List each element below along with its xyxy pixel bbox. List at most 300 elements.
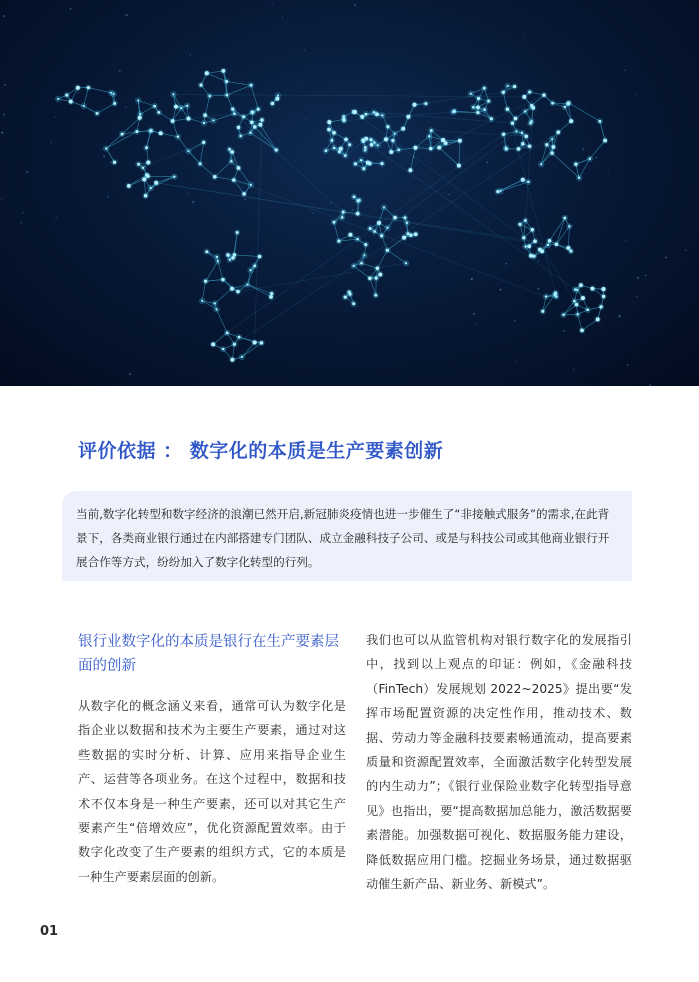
network-node bbox=[393, 216, 397, 220]
network-node bbox=[260, 118, 263, 121]
network-node bbox=[521, 142, 524, 145]
network-node bbox=[249, 269, 251, 271]
network-link bbox=[88, 88, 111, 93]
network-node bbox=[506, 107, 510, 111]
network-node bbox=[221, 278, 224, 281]
network-node bbox=[386, 125, 389, 128]
network-link bbox=[234, 132, 558, 344]
network-node bbox=[105, 147, 107, 149]
network-node bbox=[596, 317, 600, 321]
network-node bbox=[258, 123, 262, 127]
network-link bbox=[255, 127, 276, 150]
network-node bbox=[533, 239, 537, 243]
star-dot bbox=[505, 263, 507, 265]
network-node bbox=[275, 97, 279, 101]
network-node bbox=[199, 84, 202, 87]
network-node bbox=[257, 108, 260, 111]
network-node bbox=[551, 138, 553, 140]
star-dot bbox=[537, 260, 539, 262]
star-dot bbox=[77, 92, 79, 94]
hero-world-network-image bbox=[0, 0, 699, 386]
network-node bbox=[599, 305, 602, 308]
intro-callout-text: 当前,数字化转型和数字经济的浪潮已然开启,新冠肺炎疫情也进一步催生了“非接触式服务”的需求,在此背景下，各类商业银行通过在内部搭建专门团队、成立金融科技子公司、或是与科技公司或其他商业银行开展合作等方式，纷纷加入了数字化转型的行列。 bbox=[76, 507, 610, 569]
network-node bbox=[205, 250, 208, 253]
star-dot bbox=[352, 209, 353, 210]
network-node bbox=[360, 262, 363, 265]
network-node bbox=[253, 125, 257, 129]
network-node bbox=[236, 290, 240, 294]
right-column-paragraph: 我们也可以从监管机构对银行数字化的发展指引中，找到以上观点的印证：例如，《金融科技（FinTech）发展规划 2022~2025》提出要“发挥市场配置资源的决定性作用，推动技术、数据、劳动力等金融科技要素畅通流动，提高要素质量和资源配置效率，全面激活数字化转型发展的内生动力”；《银行业保险业数字化转型指导意见》也指出，要“提高数据加总能力，激活数据要素潜能。加强数据可视化、数据服务能力建设，降低数据应用门槛。挖掘业务场景，通过数据驱动催生新产品、新业务、新模式”。 bbox=[366, 633, 632, 892]
network-node bbox=[208, 95, 211, 98]
network-node bbox=[405, 262, 407, 264]
network-node bbox=[412, 103, 416, 107]
star-dot bbox=[107, 196, 109, 198]
star-dot bbox=[657, 22, 658, 23]
network-node bbox=[230, 287, 234, 291]
network-node bbox=[242, 115, 245, 118]
network-node bbox=[172, 93, 174, 95]
star-dot bbox=[429, 162, 430, 163]
star-dot bbox=[261, 11, 262, 12]
network-node bbox=[83, 105, 85, 107]
network-node bbox=[363, 254, 365, 256]
network-node bbox=[135, 130, 138, 133]
network-node bbox=[361, 138, 364, 141]
network-node bbox=[352, 265, 354, 267]
network-link bbox=[260, 125, 276, 150]
network-node bbox=[524, 219, 527, 222]
network-link bbox=[568, 226, 569, 248]
network-node bbox=[325, 149, 328, 152]
network-node bbox=[515, 130, 517, 132]
network-link bbox=[388, 132, 517, 228]
world-network-map bbox=[0, 0, 699, 386]
network-node bbox=[341, 216, 344, 219]
network-link bbox=[439, 148, 459, 166]
network-node bbox=[364, 146, 367, 149]
network-node bbox=[216, 308, 218, 310]
network-node bbox=[401, 127, 405, 131]
network-node bbox=[275, 148, 278, 151]
network-node bbox=[578, 177, 580, 179]
network-node bbox=[353, 195, 356, 198]
network-node bbox=[457, 164, 461, 168]
network-node bbox=[556, 130, 560, 134]
network-node bbox=[226, 94, 229, 97]
star-dot bbox=[112, 343, 113, 344]
star-dot bbox=[685, 250, 686, 251]
network-node bbox=[513, 85, 516, 88]
star-dot bbox=[560, 316, 561, 317]
network-node bbox=[349, 293, 352, 296]
network-node bbox=[589, 157, 591, 159]
network-node bbox=[406, 115, 410, 119]
network-node bbox=[545, 143, 548, 146]
star-dot bbox=[119, 70, 121, 72]
network-node bbox=[531, 228, 535, 232]
star-dot bbox=[4, 84, 6, 86]
network-node bbox=[352, 302, 355, 305]
network-node bbox=[476, 111, 479, 114]
star-dot bbox=[303, 81, 304, 82]
network-link bbox=[143, 142, 204, 168]
network-node bbox=[258, 255, 262, 259]
network-node bbox=[249, 132, 251, 134]
network-node bbox=[96, 112, 99, 115]
network-node bbox=[113, 102, 116, 105]
network-node bbox=[554, 293, 557, 296]
star-dot bbox=[126, 14, 128, 16]
network-node bbox=[437, 146, 441, 150]
network-node bbox=[127, 184, 131, 188]
star-dot bbox=[287, 327, 288, 328]
network-node bbox=[429, 147, 432, 150]
star-dot bbox=[516, 361, 517, 362]
network-node bbox=[270, 292, 273, 295]
network-node bbox=[230, 150, 234, 154]
network-node bbox=[542, 93, 545, 96]
network-node bbox=[186, 105, 188, 107]
star-dot bbox=[108, 192, 109, 193]
network-node bbox=[337, 240, 340, 243]
network-node bbox=[236, 231, 239, 234]
network-node bbox=[563, 216, 566, 219]
network-node bbox=[187, 150, 189, 152]
network-node bbox=[199, 162, 202, 165]
network-node bbox=[365, 113, 368, 116]
network-node bbox=[397, 149, 400, 152]
network-node bbox=[530, 104, 533, 107]
network-node bbox=[332, 131, 336, 135]
network-node bbox=[344, 154, 347, 157]
network-node bbox=[502, 133, 505, 136]
network-node bbox=[154, 181, 158, 185]
network-node bbox=[230, 160, 233, 163]
network-node bbox=[150, 187, 152, 189]
network-link bbox=[410, 148, 415, 171]
star-dot bbox=[192, 201, 194, 203]
network-node bbox=[522, 95, 526, 99]
intro-callout-box bbox=[62, 491, 632, 581]
network-node bbox=[579, 283, 583, 287]
star-dot bbox=[22, 212, 24, 214]
network-link bbox=[590, 141, 605, 159]
network-node bbox=[230, 358, 234, 362]
network-node bbox=[386, 227, 388, 229]
network-node bbox=[339, 147, 343, 151]
star-dot bbox=[473, 313, 475, 315]
star-dot bbox=[252, 252, 253, 253]
star-dot bbox=[563, 330, 565, 332]
network-node bbox=[153, 105, 156, 108]
network-node bbox=[69, 100, 73, 104]
network-node bbox=[598, 120, 601, 123]
network-node bbox=[380, 234, 383, 237]
network-node bbox=[472, 106, 475, 109]
network-link bbox=[206, 261, 218, 281]
network-node bbox=[65, 94, 68, 97]
network-link bbox=[431, 131, 526, 137]
star-dot bbox=[70, 8, 72, 10]
network-node bbox=[514, 117, 518, 121]
network-node bbox=[569, 250, 572, 253]
network-link bbox=[556, 218, 564, 244]
star-dot bbox=[595, 157, 596, 158]
network-node bbox=[213, 120, 215, 122]
network-node bbox=[260, 341, 264, 345]
network-node bbox=[344, 295, 347, 298]
star-dot bbox=[627, 364, 628, 365]
network-node bbox=[408, 168, 412, 172]
network-link bbox=[255, 120, 262, 343]
network-node bbox=[441, 138, 445, 142]
star-dot bbox=[125, 106, 127, 108]
network-node bbox=[540, 163, 542, 165]
network-node bbox=[237, 126, 240, 129]
network-node bbox=[204, 280, 207, 283]
network-node bbox=[414, 232, 418, 236]
network-node bbox=[564, 106, 566, 108]
network-link bbox=[234, 180, 546, 297]
network-node bbox=[233, 343, 236, 346]
star-dot bbox=[1, 198, 2, 199]
star-dot bbox=[582, 148, 584, 150]
network-node bbox=[231, 107, 234, 110]
network-node bbox=[601, 287, 605, 291]
network-node bbox=[356, 212, 360, 216]
network-node bbox=[113, 161, 116, 164]
star-dot bbox=[608, 170, 609, 171]
network-link bbox=[227, 85, 251, 95]
network-node bbox=[551, 102, 554, 105]
network-node bbox=[381, 162, 384, 165]
network-node bbox=[369, 227, 372, 230]
network-node bbox=[586, 308, 589, 311]
network-node bbox=[568, 225, 570, 227]
star-dot bbox=[26, 171, 28, 173]
network-node bbox=[540, 249, 544, 253]
network-node bbox=[555, 243, 559, 247]
star-dot bbox=[360, 242, 361, 243]
star-dot bbox=[399, 244, 400, 245]
network-node bbox=[407, 232, 410, 235]
star-dot bbox=[40, 199, 41, 200]
star-dot bbox=[447, 193, 449, 195]
network-node bbox=[250, 120, 254, 124]
network-node bbox=[137, 163, 140, 166]
network-node bbox=[389, 150, 393, 154]
star-dot bbox=[20, 222, 22, 224]
network-node bbox=[121, 133, 124, 136]
network-node bbox=[233, 112, 236, 115]
network-link bbox=[532, 230, 574, 301]
star-dot bbox=[312, 212, 314, 214]
network-node bbox=[541, 310, 544, 313]
network-node bbox=[250, 184, 252, 186]
network-node bbox=[271, 102, 275, 106]
network-node bbox=[522, 236, 525, 239]
network-node bbox=[374, 294, 377, 297]
network-node bbox=[574, 163, 577, 166]
network-node bbox=[528, 90, 531, 93]
network-node bbox=[406, 222, 408, 224]
star-dot bbox=[282, 17, 283, 18]
network-node bbox=[496, 190, 499, 193]
network-node bbox=[507, 85, 509, 87]
star-dot bbox=[1, 131, 3, 133]
network-node bbox=[529, 122, 532, 125]
network-node bbox=[226, 331, 229, 334]
network-node bbox=[364, 243, 367, 246]
network-node bbox=[150, 129, 153, 132]
network-node bbox=[428, 135, 430, 137]
network-node bbox=[253, 340, 257, 344]
network-node bbox=[214, 302, 216, 304]
network-node bbox=[383, 206, 385, 208]
star-dot bbox=[625, 240, 626, 241]
network-node bbox=[57, 98, 59, 100]
network-node bbox=[222, 348, 224, 350]
star-dot bbox=[500, 289, 502, 291]
network-node bbox=[452, 111, 454, 113]
star-dot bbox=[354, 4, 356, 6]
star-dot bbox=[685, 78, 686, 79]
network-node bbox=[356, 199, 359, 202]
star-dot bbox=[645, 275, 647, 277]
network-node bbox=[238, 336, 241, 339]
network-link bbox=[234, 255, 259, 257]
star-dot bbox=[545, 324, 546, 325]
network-node bbox=[180, 107, 182, 109]
network-node bbox=[404, 216, 407, 219]
network-node bbox=[384, 137, 388, 141]
network-node bbox=[490, 117, 493, 120]
network-link bbox=[501, 182, 529, 191]
network-link bbox=[215, 161, 232, 177]
network-node bbox=[137, 99, 139, 101]
star-dot bbox=[244, 199, 245, 200]
network-node bbox=[386, 249, 389, 252]
network-node bbox=[231, 256, 235, 260]
network-node bbox=[327, 128, 331, 132]
network-node bbox=[402, 236, 406, 240]
star-dot bbox=[523, 33, 524, 34]
network-link bbox=[227, 82, 252, 86]
star-dot bbox=[330, 202, 332, 204]
star-dot bbox=[304, 49, 306, 51]
network-node bbox=[569, 119, 573, 123]
network-node bbox=[550, 151, 553, 154]
network-node bbox=[581, 296, 585, 300]
network-node bbox=[203, 113, 207, 117]
star-dot bbox=[103, 155, 105, 157]
network-node bbox=[511, 122, 514, 125]
network-node bbox=[138, 116, 142, 120]
network-node bbox=[173, 176, 175, 178]
network-node bbox=[378, 273, 382, 277]
network-node bbox=[373, 230, 376, 233]
network-node bbox=[333, 147, 336, 150]
network-node bbox=[253, 264, 256, 267]
network-node bbox=[502, 91, 505, 94]
network-node bbox=[217, 260, 219, 262]
network-node bbox=[477, 97, 480, 100]
network-node bbox=[524, 134, 528, 138]
network-node bbox=[562, 313, 565, 316]
network-node bbox=[211, 342, 215, 346]
network-node bbox=[353, 110, 357, 114]
network-link bbox=[579, 159, 590, 178]
star-dot bbox=[696, 208, 697, 209]
network-node bbox=[247, 284, 249, 286]
network-node bbox=[342, 211, 345, 214]
network-node bbox=[239, 135, 242, 138]
network-node bbox=[159, 131, 163, 135]
network-node bbox=[87, 86, 90, 89]
star-dot bbox=[665, 257, 667, 259]
star-dot bbox=[597, 5, 598, 6]
left-column-paragraph: 从数字化的概念涵义来看，通常可认为数字化是指企业以数据和技术为主要生产要素，通过对这些数据的实时分析、计算、应用来指导企业生产、运营等各项业务。在这个过程中，数据和技术不仅本身是一种生产要素，还可以对其它生产要素产生“倍增效应”，优化资源配置效率。由于数字化改变了生产要素的组织方式，它的本质是一种生产要素层面的创新。 bbox=[78, 699, 346, 884]
network-node bbox=[330, 139, 333, 142]
network-link bbox=[242, 343, 262, 357]
network-node bbox=[483, 87, 486, 90]
star-dot bbox=[636, 295, 638, 297]
star-dot bbox=[552, 3, 553, 4]
star-dot bbox=[304, 118, 305, 119]
network-node bbox=[487, 100, 490, 103]
star-dot bbox=[637, 277, 639, 279]
star-dot bbox=[55, 116, 56, 117]
network-node bbox=[157, 111, 160, 114]
star-dot bbox=[3, 15, 5, 17]
network-node bbox=[356, 238, 358, 240]
network-link bbox=[550, 218, 565, 241]
star-dot bbox=[36, 110, 37, 111]
network-node bbox=[237, 166, 241, 170]
star-dot bbox=[51, 142, 52, 143]
network-node bbox=[394, 133, 396, 135]
star-dot bbox=[189, 54, 191, 56]
network-node bbox=[142, 167, 144, 169]
network-link bbox=[459, 141, 460, 166]
network-node bbox=[567, 101, 570, 104]
network-node bbox=[360, 159, 362, 161]
star-dot bbox=[476, 324, 477, 325]
star-dot bbox=[325, 0, 326, 1]
network-node bbox=[552, 145, 556, 149]
star-dot bbox=[129, 373, 131, 375]
star-dot bbox=[514, 320, 515, 321]
network-node bbox=[342, 118, 345, 121]
network-node bbox=[203, 122, 205, 124]
network-node bbox=[377, 144, 379, 146]
network-node bbox=[174, 105, 178, 109]
network-node bbox=[548, 239, 552, 243]
section-subheading: 银行业数字化的本质是银行在生产要素层面的创新 bbox=[78, 634, 339, 674]
network-node bbox=[205, 71, 209, 75]
network-node bbox=[76, 86, 80, 90]
network-node bbox=[362, 167, 365, 170]
network-node bbox=[348, 233, 352, 237]
star-dot bbox=[55, 217, 57, 219]
network-node bbox=[241, 356, 243, 358]
network-node bbox=[368, 276, 372, 280]
star-dot bbox=[538, 288, 540, 290]
network-node bbox=[369, 138, 372, 141]
network-node bbox=[545, 295, 547, 297]
network-node bbox=[113, 93, 115, 95]
network-node bbox=[547, 244, 549, 246]
